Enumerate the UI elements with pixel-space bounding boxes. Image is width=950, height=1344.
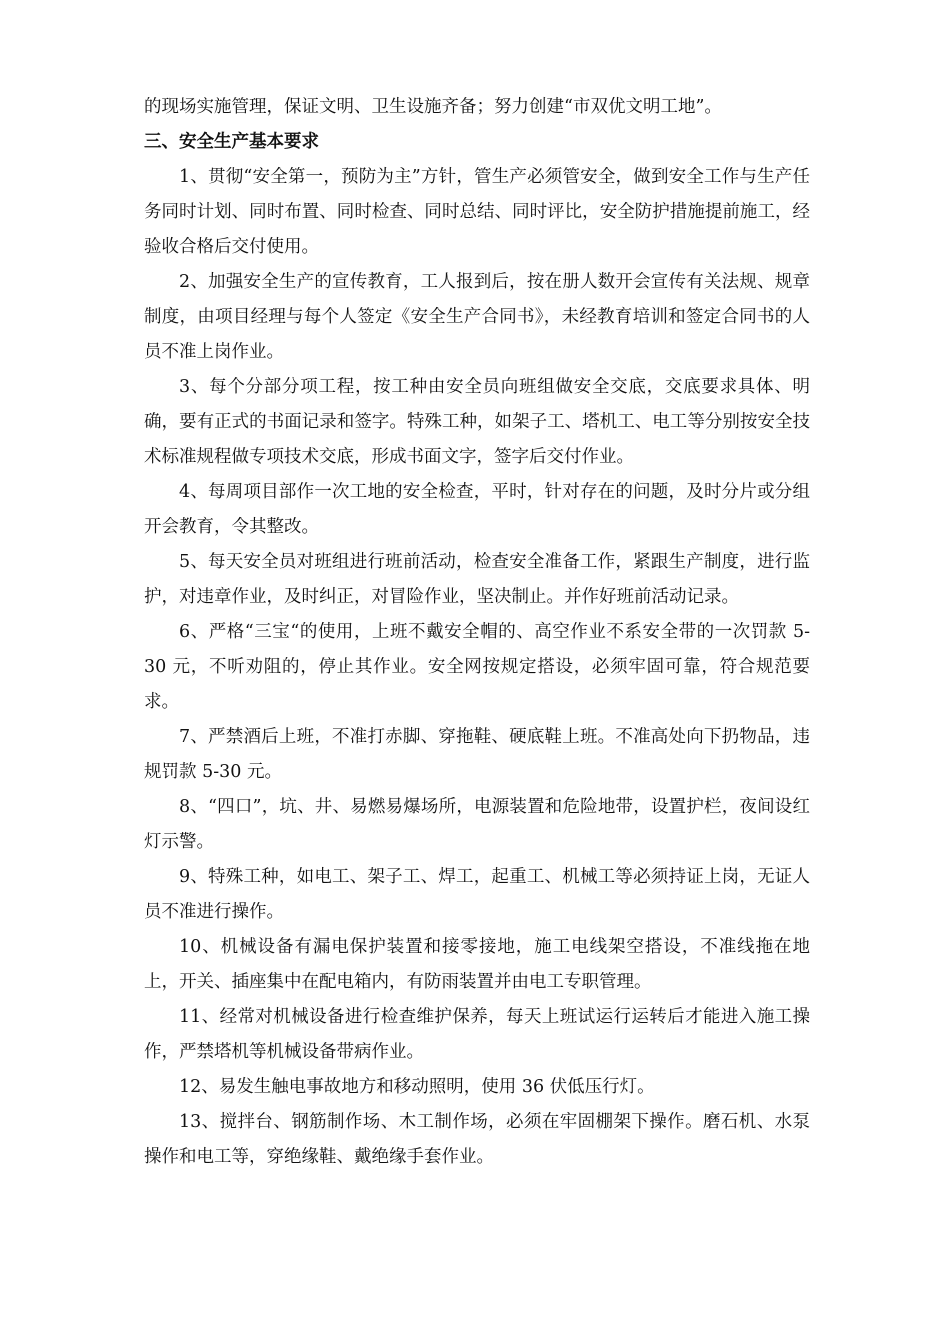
list-item-8: 8、“四口”，坑、井、易燃易爆场所，电源装置和危险地带，设置护栏，夜间设红灯示警。 <box>144 797 810 852</box>
list-item-1: 1、贯彻“安全第一，预防为主”方针，管生产必须管安全，做到安全工作与生产任务同时计划、同时布置、同时检查、同时总结、同时评比，安全防护措施提前施工，经验收合格后交付使用。 <box>144 167 810 257</box>
list-item-13: 13、搅拌台、钢筋制作场、木工制作场，必须在牢固棚架下操作。磨石机、水泵操作和电工等，穿绝缘鞋、戴绝缘手套作业。 <box>144 1112 810 1167</box>
list-item-3: 3、每个分部分项工程，按工种由安全员向班组做安全交底，交底要求具体、明确，要有正式的书面记录和签字。特殊工种，如架子工、塔机工、电工等分别按安全技术标准规程做专项技术交底，形成书面文字，签字后交付作业。 <box>144 377 810 467</box>
list-item-5: 5、每天安全员对班组进行班前活动，检查安全准备工作，紧跟生产制度，进行监护，对违章作业，及时纠正，对冒险作业，坚决制止。并作好班前活动记录。 <box>144 552 810 607</box>
list-item-9: 9、特殊工种，如电工、架子工、焊工，起重工、机械工等必须持证上岗，无证人员不准进行操作。 <box>144 867 810 922</box>
list-item-11: 11、经常对机械设备进行检查维护保养，每天上班试运行运转后才能进入施工操作，严禁塔机等机械设备带病作业。 <box>144 1007 810 1062</box>
document-body <box>144 90 810 1175</box>
list-item-2: 2、加强安全生产的宣传教育，工人报到后，按在册人数开会宣传有关法规、规章制度，由项目经理与每个人签定《安全生产合同书》，未经教育培训和签定合同书的人员不准上岗作业。 <box>144 272 810 362</box>
list-item-7: 7、严禁酒后上班，不准打赤脚、穿拖鞋、硬底鞋上班。不准高处向下扔物品，违规罚款 5-30 元。 <box>144 727 810 782</box>
list-item-6: 6、严格“三宝“的使用，上班不戴安全帽的、高空作业不系安全带的一次罚款 5-30 元，不听劝阻的，停止其作业。安全网按规定搭设，必须牢固可靠，符合规范要求。 <box>144 622 810 712</box>
list-item-12: 12、易发生触电事故地方和移动照明，使用 36 伏低压行灯。 <box>179 1077 655 1097</box>
opening-paragraph: 的现场实施管理，保证文明、卫生设施齐备；努力创建“市双优文明工地”。 <box>144 97 722 117</box>
section-heading: 三、安全生产基本要求 <box>144 132 319 152</box>
list-item-4: 4、每周项目部作一次工地的安全检查，平时，针对存在的问题，及时分片或分组开会教育，令其整改。 <box>144 482 810 537</box>
list-item-10: 10、机械设备有漏电保护装置和接零接地，施工电线架空搭设，不准线拖在地上，开关、插座集中在配电箱内，有防雨装置并由电工专职管理。 <box>144 937 810 992</box>
